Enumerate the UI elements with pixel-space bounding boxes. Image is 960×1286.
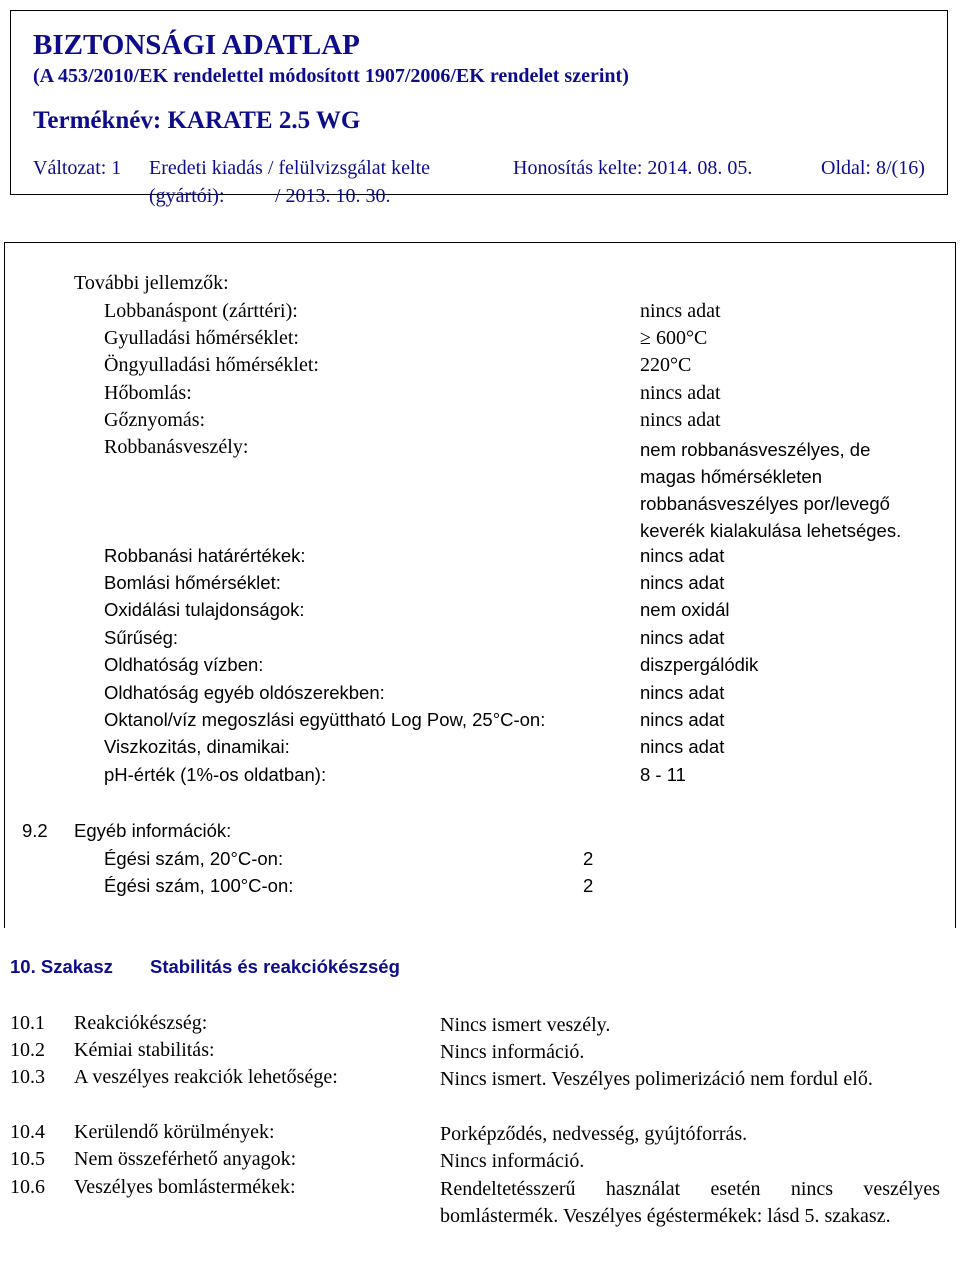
row-number: 10.4: [10, 1121, 45, 1143]
property-label: Oldhatóság egyéb oldószerekben:: [104, 682, 385, 703]
row-label: A veszélyes reakciók lehetősége:: [74, 1066, 338, 1088]
subsection-title: Egyéb információk:: [74, 820, 232, 841]
property-label: Oxidálási tulajdonságok:: [104, 599, 305, 620]
property-value: nem oxidál: [640, 599, 730, 620]
property-value: ≥ 600°C: [640, 327, 708, 349]
row-number: 10.3: [10, 1066, 45, 1088]
value-line: robbanásveszélyes por/levegő: [640, 493, 890, 514]
section-heading-title: Stabilitás és reakciókészség: [150, 956, 400, 977]
property-value: nincs adat: [640, 736, 725, 757]
row-label: Veszélyes bomlástermékek:: [74, 1176, 296, 1198]
row-label: Reakciókészség:: [74, 1012, 208, 1034]
property-label: Gyulladási hőmérséklet:: [104, 327, 299, 349]
property-label: Oldhatóság vízben:: [104, 654, 264, 675]
property-label: Viszkozitás, dinamikai:: [104, 736, 290, 757]
property-label: Gőznyomás:: [104, 409, 206, 431]
property-label: Sűrűség:: [104, 627, 179, 648]
property-label: Öngyulladási hőmérséklet:: [104, 354, 319, 376]
properties-heading: További jellemzők:: [74, 272, 229, 294]
original-issue-line1: Eredeti kiadás / felülvizsgálat kelte: [149, 157, 430, 179]
value-line: magas hőmérsékleten: [640, 466, 823, 487]
row-text: Nincs ismert veszély.: [440, 1014, 611, 1036]
property-label: Oktanol/víz megoszlási együttható Log Pow, 25°C-on:: [104, 709, 546, 730]
property-value: 8 - 11: [640, 764, 686, 785]
property-label: pH-érték (1%-os oldatban):: [104, 764, 327, 785]
other-info-label: Égési szám, 100°C-on:: [104, 875, 294, 896]
explosion-hazard-value: [640, 436, 901, 544]
localization-date: Honosítás kelte: 2014. 08. 05.: [513, 157, 753, 179]
property-value: nincs adat: [640, 382, 721, 404]
version: Változat: 1: [33, 157, 122, 179]
property-value: nincs adat: [640, 572, 725, 593]
row-text: Nincs ismert. Veszélyes polimerizáció nem fordul elő.: [440, 1068, 873, 1090]
original-issue-line2b: / 2013. 10. 30.: [275, 185, 391, 207]
property-label: Robbanásveszély:: [104, 436, 249, 458]
section-heading-number: 10. Szakasz: [10, 956, 113, 977]
property-value: 220°C: [640, 354, 692, 376]
product-name: Terméknév: KARATE 2.5 WG: [33, 107, 361, 134]
original-issue-line2a: (gyártói):: [149, 185, 225, 207]
document-subtitle: (A 453/2010/EK rendelettel módosított 1907/2006/EK rendelet szerint): [33, 65, 629, 87]
row-text: Porképződés, nedvesség, gyújtóforrás.: [440, 1123, 748, 1145]
document-header: [10, 10, 948, 207]
row-label: Kerülendő körülmények:: [74, 1121, 275, 1143]
row-text: Nincs információ.: [440, 1150, 585, 1172]
property-value: nincs adat: [640, 627, 725, 648]
other-info-label: Égési szám, 20°C-on:: [104, 848, 284, 869]
property-label: Lobbanáspont (zárttéri):: [104, 300, 298, 322]
row-number: 10.5: [10, 1148, 45, 1170]
other-info-value: 2: [583, 875, 594, 896]
row-number: 10.6: [10, 1176, 45, 1198]
document-title: BIZTONSÁGI ADATLAP: [33, 29, 360, 61]
property-label: Robbanási határértékek:: [104, 545, 306, 566]
subsection-number: 9.2: [22, 820, 48, 841]
value-line: keverék kialakulása lehetséges.: [640, 520, 902, 541]
value-line: nem robbanásveszélyes, de: [640, 439, 871, 460]
row-label: Kémiai stabilitás:: [74, 1039, 215, 1061]
page-number: Oldal: 8/(16): [821, 157, 925, 179]
row-number: 10.2: [10, 1039, 45, 1061]
row-label: Nem összeférhető anyagok:: [74, 1148, 297, 1170]
property-value: nincs adat: [640, 709, 725, 730]
row-text: Rendeltetésszerű használat esetén nincs veszélyes bomlástermék. Veszélyes égéstermékek: lásd 5. szakasz.: [440, 1178, 940, 1227]
other-info-value: 2: [583, 848, 594, 869]
property-value: nincs adat: [640, 409, 721, 431]
property-label: Bomlási hőmérséklet:: [104, 572, 281, 593]
property-value: diszpergálódik: [640, 654, 759, 675]
row-text: Nincs információ.: [440, 1041, 585, 1063]
property-label: Hőbomlás:: [104, 382, 192, 404]
row-number: 10.1: [10, 1012, 45, 1034]
property-value: nincs adat: [640, 300, 721, 322]
property-value: nincs adat: [640, 545, 725, 566]
property-value: nincs adat: [640, 682, 725, 703]
